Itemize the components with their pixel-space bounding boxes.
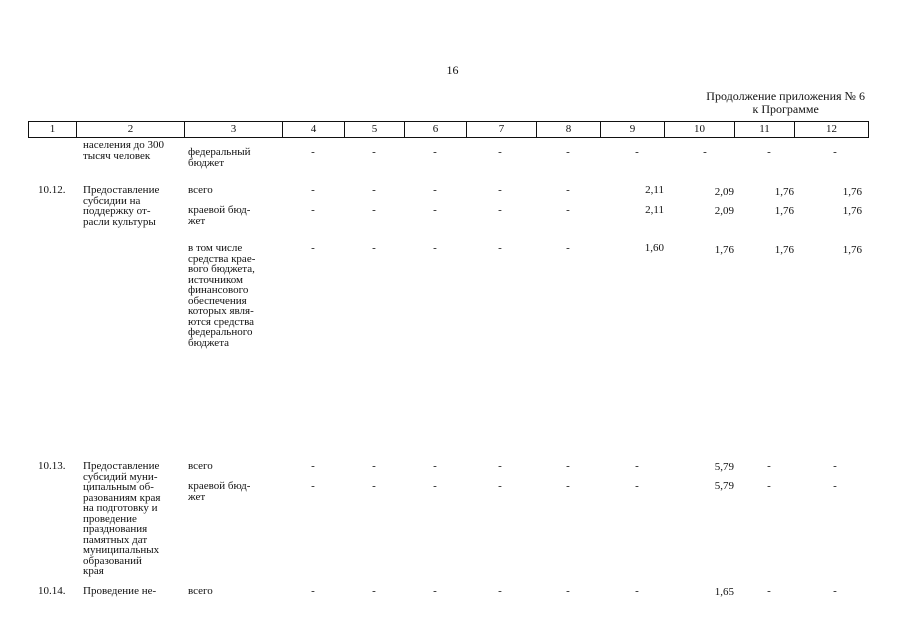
value-cell: - xyxy=(498,204,502,216)
value-cell: - xyxy=(433,242,437,254)
value-cell: - xyxy=(635,585,639,597)
value-cell: - xyxy=(311,585,315,597)
value-cell: - xyxy=(498,460,502,472)
row-item-name: населения до 300 тысяч человек xyxy=(83,139,164,162)
column-header: 12 xyxy=(795,122,869,138)
column-header: 7 xyxy=(467,122,537,138)
row-funding-source: краевой бюд- жет xyxy=(188,204,251,227)
row-funding-source: краевой бюд- жет xyxy=(188,480,251,503)
column-header: 4 xyxy=(283,122,345,138)
value-cell: - xyxy=(566,460,570,472)
row-number: 10.12. xyxy=(38,184,66,196)
value-cell: - xyxy=(433,204,437,216)
value-cell: - xyxy=(433,480,437,492)
value-cell: - xyxy=(498,184,502,196)
value-cell: 2,11 xyxy=(645,184,664,196)
value-cell: - xyxy=(703,146,707,158)
value-cell: - xyxy=(566,184,570,196)
value-cell: - xyxy=(498,146,502,158)
value-cell: - xyxy=(767,146,771,158)
row-funding-source: всего xyxy=(188,460,213,472)
value-cell: 1,76 xyxy=(714,244,734,256)
value-cell: - xyxy=(833,146,837,158)
row-item-name: Проведение не- xyxy=(83,585,157,597)
column-header: 9 xyxy=(601,122,665,138)
value-cell: - xyxy=(372,204,376,216)
value-cell: 1,65 xyxy=(714,586,734,598)
value-cell: - xyxy=(433,184,437,196)
column-header: 3 xyxy=(185,122,283,138)
column-header: 6 xyxy=(405,122,467,138)
value-cell: 5,79 xyxy=(714,480,734,492)
value-cell: 1,76 xyxy=(774,205,794,217)
column-header: 10 xyxy=(665,122,735,138)
continuation-note xyxy=(706,90,865,116)
value-cell: - xyxy=(311,204,315,216)
continuation-line-1: Продолжение приложения № 6 xyxy=(706,89,865,103)
column-header: 5 xyxy=(345,122,405,138)
value-cell: - xyxy=(433,146,437,158)
value-cell: - xyxy=(372,184,376,196)
value-cell: - xyxy=(498,585,502,597)
value-cell: - xyxy=(566,480,570,492)
value-cell: - xyxy=(433,585,437,597)
value-cell: 5,79 xyxy=(714,461,734,473)
value-cell: 2,09 xyxy=(714,205,734,217)
value-cell: - xyxy=(311,480,315,492)
row-item-name: Предоставление субсидий муни- ципальным об- разованиям края на подготовку и проведение празднования памятных дат муниципальных образований края xyxy=(83,460,161,577)
row-funding-source: федеральный бюджет xyxy=(188,146,251,169)
row-funding-source: всего xyxy=(188,585,213,597)
value-cell: 2,11 xyxy=(645,204,664,216)
value-cell: - xyxy=(372,480,376,492)
value-cell: - xyxy=(566,146,570,158)
value-cell: - xyxy=(767,460,771,472)
value-cell: 1,60 xyxy=(644,242,664,254)
continuation-line-2: к Программе xyxy=(752,102,819,116)
row-funding-source: в том числе средства крае- вого бюджета, источником финансового обеспечения которых явля- ются средства федерального бюджета xyxy=(188,242,256,349)
value-cell: - xyxy=(833,585,837,597)
value-cell: - xyxy=(372,146,376,158)
value-cell: 1,76 xyxy=(842,186,862,198)
value-cell: - xyxy=(833,460,837,472)
value-cell: - xyxy=(767,480,771,492)
value-cell: 1,76 xyxy=(842,244,862,256)
value-cell: - xyxy=(498,480,502,492)
value-cell: - xyxy=(767,585,771,597)
value-cell: - xyxy=(372,460,376,472)
value-cell: - xyxy=(311,146,315,158)
value-cell: - xyxy=(311,184,315,196)
value-cell: 2,09 xyxy=(714,186,734,198)
value-cell: - xyxy=(372,242,376,254)
value-cell: - xyxy=(311,460,315,472)
column-header: 1 xyxy=(29,122,77,138)
value-cell: - xyxy=(566,242,570,254)
value-cell: 1,76 xyxy=(774,244,794,256)
row-number: 10.13. xyxy=(38,460,66,472)
value-cell: - xyxy=(566,204,570,216)
value-cell: - xyxy=(311,242,315,254)
value-cell: 1,76 xyxy=(842,205,862,217)
value-cell: - xyxy=(498,242,502,254)
row-number: 10.14. xyxy=(38,585,66,597)
value-cell: 1,76 xyxy=(774,186,794,198)
value-cell: - xyxy=(833,480,837,492)
column-header: 2 xyxy=(77,122,185,138)
row-funding-source: всего xyxy=(188,184,213,196)
value-cell: - xyxy=(433,460,437,472)
column-header: 8 xyxy=(537,122,601,138)
page-number: 16 xyxy=(446,63,459,77)
column-header-row xyxy=(28,121,869,138)
value-cell: - xyxy=(566,585,570,597)
value-cell: - xyxy=(635,460,639,472)
row-item-name: Предоставление субсидии на поддержку от- расли культуры xyxy=(83,184,160,228)
value-cell: - xyxy=(635,480,639,492)
value-cell: - xyxy=(635,146,639,158)
value-cell: - xyxy=(372,585,376,597)
column-header: 11 xyxy=(735,122,795,138)
